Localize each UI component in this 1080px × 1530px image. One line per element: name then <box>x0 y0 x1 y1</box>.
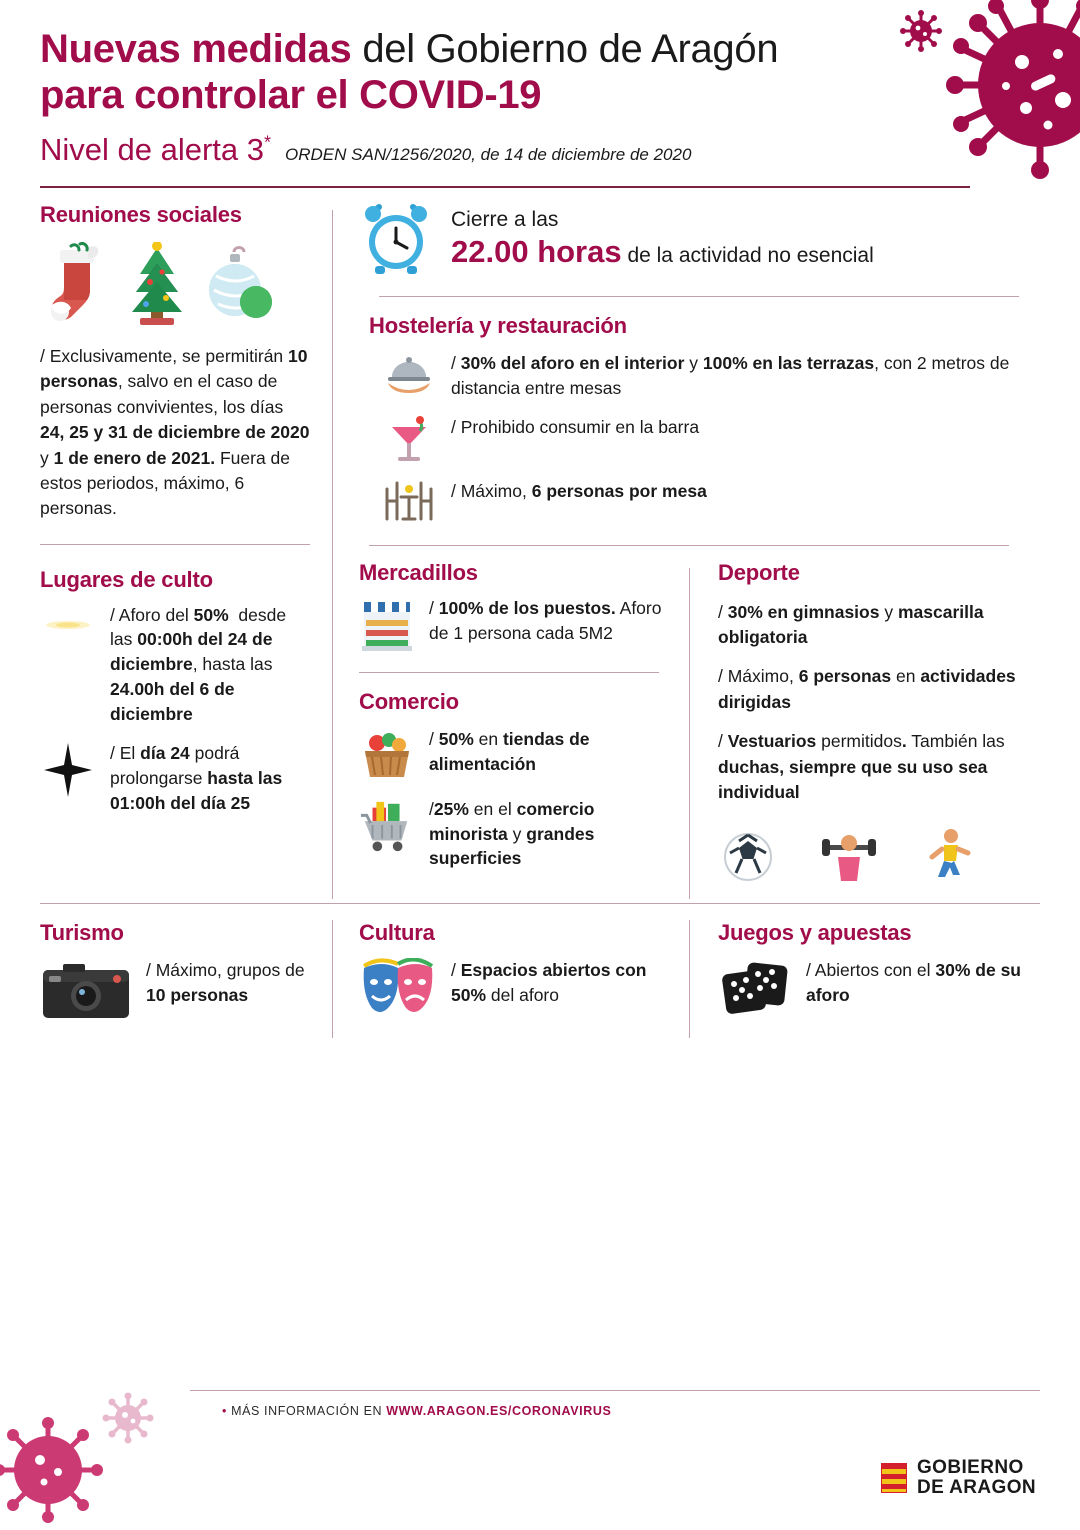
juegos-text: / Abiertos con el 30% de su aforo <box>806 960 1021 1006</box>
turismo-section <box>40 920 332 1038</box>
left-column <box>40 202 332 899</box>
divider-mercadillos <box>359 672 659 673</box>
camera-icon <box>40 958 132 1024</box>
section-title-hosteleria: Hostelería y restauración <box>369 313 627 338</box>
christmas-bauble-icon <box>204 242 274 328</box>
hosteleria-item-3-text: / Máximo, 6 personas por mesa <box>451 480 707 501</box>
hosteleria-item-2 <box>381 415 1040 465</box>
closing-time-text <box>451 207 874 272</box>
section-title-juegos: Juegos y apuestas <box>718 920 912 946</box>
juegos-section <box>690 920 1040 1038</box>
alert-level-asterisk: * <box>264 132 272 153</box>
main-content <box>0 202 1080 899</box>
page-header <box>0 0 1080 168</box>
closing-time-suffix: de la actividad no esencial <box>621 243 874 267</box>
divider-left-1 <box>40 544 310 545</box>
cultura-section <box>333 920 689 1038</box>
right-column <box>333 202 1040 899</box>
header-divider <box>40 186 970 188</box>
weightlifting-icon <box>820 829 878 883</box>
divider-right-2 <box>369 545 1009 546</box>
alert-level <box>40 132 271 168</box>
section-title-comercio: Comercio <box>359 688 459 714</box>
reuniones-text: / Exclusivamente, se permitirán 10 personas, salvo en el caso de personas convivientes, los días 24, 25 y 31 de diciembre de 2020 y 1 de enero de 2021. Fuera de estos periodos, máximo, 6 personas. <box>40 346 310 519</box>
culto-item-2-text: / El día 24 podrá prolongarse hasta las 01:00h del día 25 <box>110 742 283 813</box>
theater-masks-icon <box>359 958 437 1020</box>
divider-bottom <box>40 903 1040 904</box>
deporte-icons <box>722 819 1040 883</box>
section-title-turismo: Turismo <box>40 920 124 946</box>
section-title-mercadillos: Mercadillos <box>359 559 478 585</box>
soccer-ball-icon <box>722 831 774 883</box>
hosteleria-item-1-text: / 30% del aforo en el interior y 100% en las terrazas, con 2 metros de distancia entre mesas <box>451 353 1010 398</box>
cocktail-icon <box>381 415 437 465</box>
cultura-text: / Espacios abiertos con 50% del aforo <box>451 960 647 1006</box>
running-person-icon <box>924 827 972 883</box>
food-cloche-icon <box>381 351 437 399</box>
closing-time-banner <box>359 202 1040 276</box>
mercadillos-text: / 100% de los puestos. Aforo de 1 persona cada 5M2 <box>429 597 662 643</box>
government-logo <box>881 1458 1036 1498</box>
sub-column-right <box>690 560 1040 900</box>
culto-item-1-text: / Aforo del 50% desde las 00:00h del 24 de diciembre, hasta las 24.00h del 6 de diciembre <box>110 604 287 724</box>
comercio-item-2-text: /25% en el comercio minorista y grandes superficies <box>429 798 595 869</box>
dice-icon <box>718 958 792 1024</box>
market-stall-icon <box>359 596 415 652</box>
hosteleria-item-2-text: / Prohibido consumir en la barra <box>451 416 700 437</box>
title-part-2: del Gobierno de Aragón <box>351 27 779 71</box>
section-title-cultura: Cultura <box>359 920 435 946</box>
turismo-item <box>40 958 310 1024</box>
juegos-item <box>718 958 1040 1024</box>
page-title <box>40 26 840 118</box>
christmas-stocking-icon <box>44 242 110 328</box>
culto-item-2 <box>40 741 310 816</box>
section-title-deporte: Deporte <box>718 559 800 585</box>
government-line-1: GOBIERNO <box>916 1457 1024 1479</box>
page-footer <box>0 1380 1080 1528</box>
closing-time-line1: Cierre a las <box>451 207 559 231</box>
closing-time-value: 22.00 horas <box>451 233 622 269</box>
culto-item-1 <box>40 603 310 727</box>
turismo-text: / Máximo, grupos de 10 personas <box>146 960 305 1006</box>
cultura-item <box>359 958 665 1020</box>
government-logo-text <box>917 1458 1036 1498</box>
table-chairs-icon <box>381 479 437 527</box>
hosteleria-item-1 <box>381 351 1040 401</box>
subtitle-row <box>40 132 1040 168</box>
deporte-item-1: / 30% en gimnasios y mascarilla obligatoria <box>718 601 984 648</box>
comercio-item-2 <box>359 797 665 872</box>
footer-info <box>222 1404 611 1418</box>
order-reference: ORDEN SAN/1256/2020, de 14 de diciembre de 2020 <box>285 145 692 164</box>
bottom-sections <box>0 920 1080 1038</box>
hosteleria-items <box>381 351 1040 527</box>
mid-two-columns <box>359 560 1040 900</box>
comercio-item-1-text: / 50% en tiendas de alimentación <box>429 728 590 774</box>
deporte-item-2: / Máximo, 6 personas en actividades dirigidas <box>718 666 1016 712</box>
deporte-item-3: / Vestuarios permitidos. También las duchas, siempre que su uso sea individual <box>718 731 1005 802</box>
footer-divider <box>190 1390 1040 1391</box>
footer-info-prefix: MÁS INFORMACIÓN EN <box>231 1404 387 1418</box>
shopping-cart-icon <box>359 797 415 855</box>
hosteleria-item-3 <box>381 479 1040 527</box>
section-title-culto: Lugares de culto <box>40 566 213 592</box>
sub-column-left <box>359 560 689 900</box>
shopping-basket-icon <box>359 727 415 783</box>
title-part-3: para controlar el COVID-19 <box>40 73 542 117</box>
government-line-2: DE ARAGON <box>916 1477 1036 1499</box>
section-title-reuniones: Reuniones sociales <box>40 202 242 227</box>
title-part-1: Nuevas medidas <box>40 27 352 71</box>
aragon-flag-icon <box>881 1463 907 1493</box>
sparkle-star-icon <box>40 741 96 799</box>
alert-level-text: Nivel de alerta 3 <box>40 132 265 167</box>
mercadillos-item <box>359 596 665 652</box>
divider-right-1 <box>379 296 1019 297</box>
christmas-tree-icon <box>124 242 190 328</box>
alarm-clock-icon <box>359 202 433 276</box>
bottom-divider-wrapper <box>0 903 1080 904</box>
footer-url[interactable]: WWW.ARAGON.ES/CORONAVIRUS <box>386 1404 612 1418</box>
comercio-item-1 <box>359 727 665 783</box>
reuniones-icons <box>44 238 310 328</box>
footer-bullet: • <box>222 1404 227 1418</box>
light-rays-icon <box>40 603 96 643</box>
